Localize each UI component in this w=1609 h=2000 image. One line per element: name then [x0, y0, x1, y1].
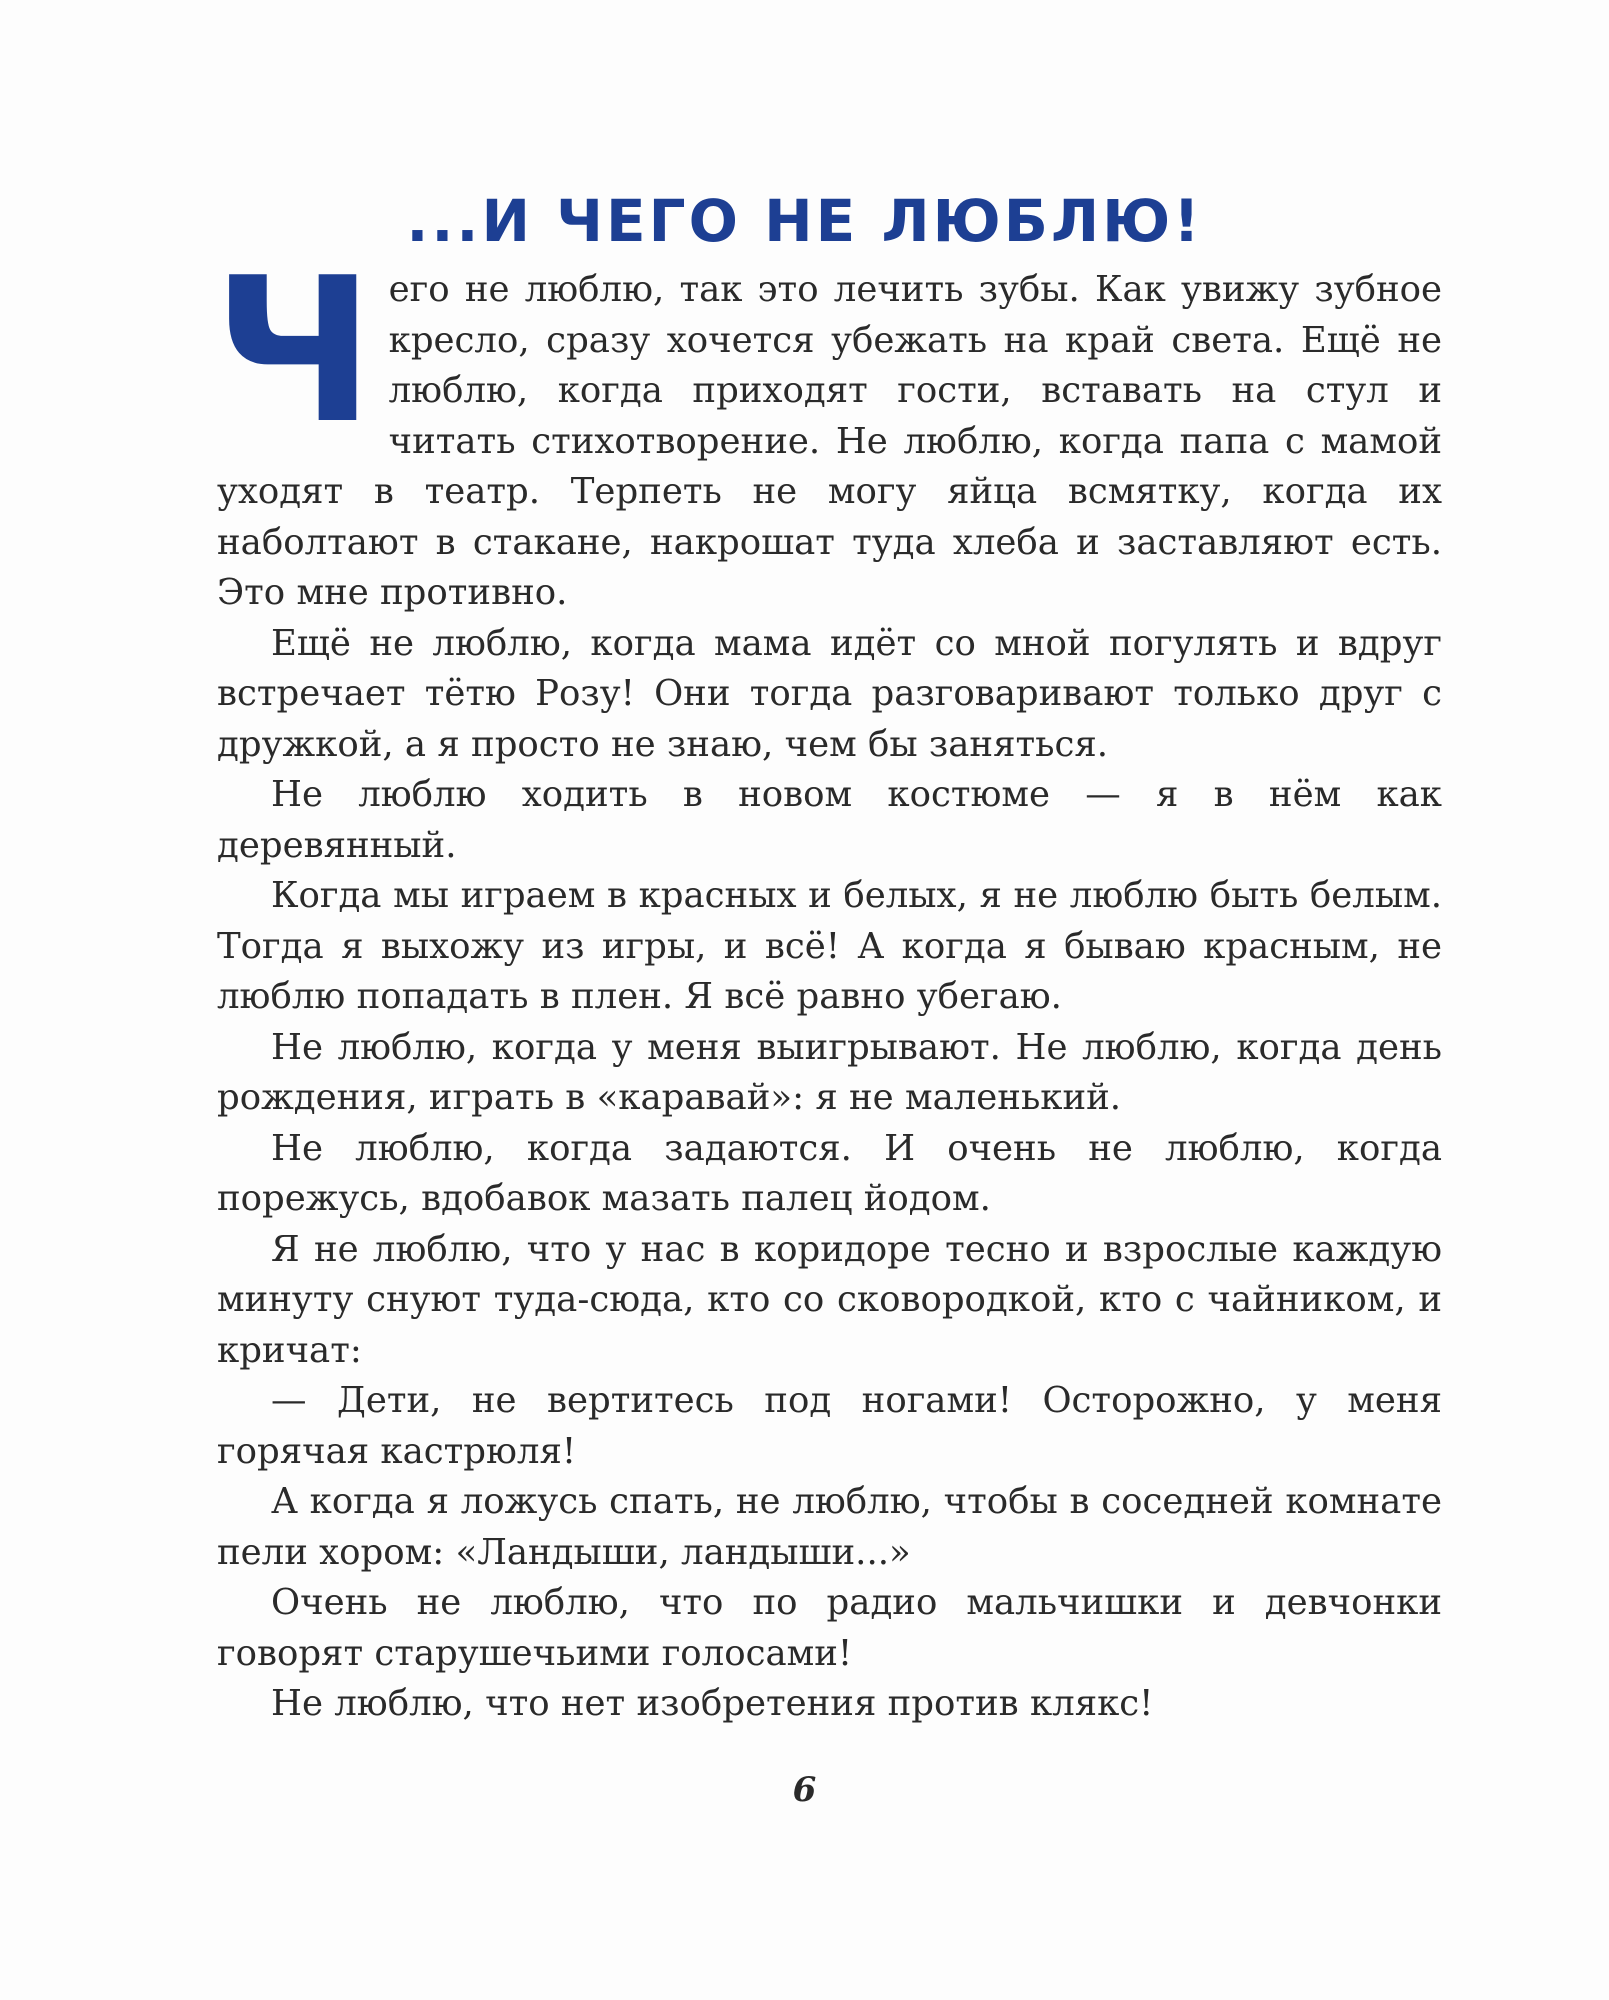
- paragraph-9: А когда я ложусь спать, не люблю, чтобы в соседней комнате пели хором: «Ландыши, ландыши...»: [217, 1481, 1442, 1573]
- drop-cap-letter: Ч: [213, 235, 375, 468]
- paragraph-2: Ещё не люблю, когда мама идёт со мной погулять и вдруг встречает тётю Розу! Они тогда разговаривают только друг с дружкой, а я просто не знаю, чем бы заняться.: [217, 622, 1442, 765]
- paragraph-1-text: его не люблю, так это лечить зубы. Как увижу зубное кресло, сразу хочется убежать на край света. Ещё не люблю, когда приходят гости, вставать на стул и читать стихотворение. Не люблю, когда папа с мамой уходят в театр. Терпеть не могу яйца всмятку, когда их наболтают в стакане, накрошат туда хлеба и заставляют есть. Это мне противно.: [217, 269, 1442, 613]
- paragraph-5: Не люблю, когда у меня выигрывают. Не люблю, когда день рождения, играть в «каравай»: я не маленький.: [217, 1026, 1442, 1118]
- chapter-title: ...И ЧЕГО НЕ ЛЮБЛЮ!: [406, 186, 1203, 255]
- paragraph-7: Я не люблю, что у нас в коридоре тесно и взрослые каждую минуту снуют туда-сюда, кто со сковородкой, кто с чайником, и кричат:: [217, 1228, 1442, 1371]
- paragraph-8: — Дети, не вертитесь под ногами! Осторожно, у меня горячая кастрюля!: [217, 1380, 1442, 1472]
- paragraph-10: Очень не люблю, что по радио мальчишки и девчонки говорят старушечьими голосами!: [217, 1582, 1442, 1674]
- chapter-text: [213, 235, 1442, 1730]
- paragraph-11: Не люблю, что нет изобретения против клякс!: [271, 1683, 1154, 1724]
- paragraph-3: Не люблю ходить в новом костюме — я в нём как деревянный.: [217, 774, 1442, 866]
- paragraph-6: Не люблю, когда задаются. И очень не люблю, когда порежусь, вдобавок мазать палец йодом.: [217, 1127, 1442, 1219]
- paragraph-1: [213, 235, 1442, 619]
- paragraph-4: Когда мы играем в красных и белых, я не люблю быть белым. Тогда я выхожу из игры, и всё! А когда я бываю красным, не люблю попадать в плен. Я всё равно убегаю.: [217, 875, 1442, 1017]
- page-number: 6: [792, 1770, 817, 1810]
